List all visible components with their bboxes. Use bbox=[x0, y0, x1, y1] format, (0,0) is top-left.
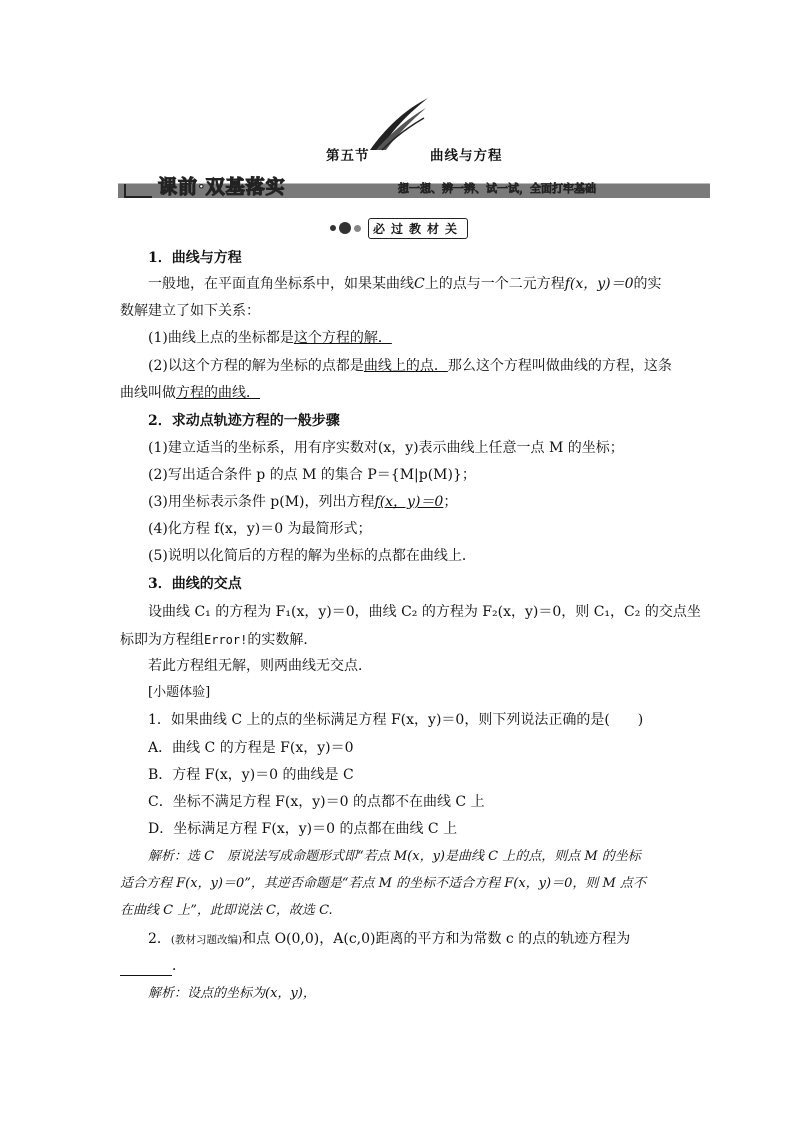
banner-subtitle: 想一想、辨一辨、试一试，全面打牢基础 bbox=[398, 182, 596, 195]
solution-2-line-1: 解析：设点的坐标为(x，y)， bbox=[148, 986, 316, 1001]
step-4: (4)化方程 f(x，y)＝0 为最简形式； bbox=[148, 521, 372, 537]
underlined-answer: 这个方程的解． bbox=[293, 330, 392, 346]
solution-1-line-2: 适合方程 F(x，y)＝0”，其逆否命题是“若点 M 的坐标不适合方程 F(x，y)＝0，则 M 点不 bbox=[120, 876, 646, 891]
text-segment: (1)曲线上点的坐标都是 bbox=[148, 330, 294, 346]
answer-blank bbox=[120, 961, 172, 976]
text-segment: 2． bbox=[148, 931, 171, 947]
text-segment: ； bbox=[443, 494, 458, 510]
underlined-answer: 曲线上的点． bbox=[363, 358, 448, 374]
option-c: C．坐标不满足方程 F(x，y)＝0 的点都不在曲线 C 上 bbox=[148, 794, 485, 810]
heading-curve-equation: 1．曲线与方程 bbox=[148, 250, 242, 266]
source-note: (教材习题改编) bbox=[170, 934, 243, 946]
option-d: D．坐标满足方程 F(x，y)＝0 的点都在曲线 C 上 bbox=[148, 821, 458, 837]
solution-1-line-3: 在曲线 C 上”，此即说法 C，故选 C. bbox=[120, 903, 333, 918]
text-segment: 的实 bbox=[633, 276, 662, 292]
text-segment: 一般地，在平面直角坐标系中，如果某曲线 bbox=[148, 276, 414, 292]
text-segment: 那么这个方程叫做曲线的方程，这条 bbox=[447, 358, 672, 374]
step-3 bbox=[148, 492, 457, 512]
underlined-answer: f(x，y)＝0 bbox=[374, 494, 444, 510]
practice-tag: [小题体验] bbox=[148, 685, 211, 700]
intersection-line-3: 若此方程组无解，则两曲线无交点． bbox=[148, 658, 372, 674]
text-segment: 上的点与一个二元方程 bbox=[424, 276, 565, 292]
banner-main-title: 课前·双基落实 bbox=[158, 176, 286, 198]
text-segment: 和点 O(0,0)，A(c,0)距离的平方和为常数 c 的点的轨迹方程为 bbox=[242, 931, 631, 947]
error-placeholder: Error! bbox=[204, 633, 248, 647]
banner-hook-icon bbox=[124, 184, 152, 198]
option-a: A．曲线 C 的方程是 F(x，y)＝0 bbox=[148, 740, 354, 756]
solution-1-line-1: 解析：选 C 原说法写成命题形式即“若点 M(x，y)是曲线 C 上的点，则点 M 的坐标 bbox=[148, 849, 641, 864]
option-b: B．方程 F(x，y)＝0 的曲线是 C bbox=[148, 767, 354, 783]
question-1: 1．如果曲线 C 上的点的坐标满足方程 F(x，y)＝0，则下列说法正确的是( ) bbox=[148, 712, 644, 728]
text-segment: ． bbox=[172, 958, 186, 974]
step-1: (1)建立适当的坐标系，用有序实数对(x，y)表示曲线上任意一点 M 的坐标； bbox=[148, 440, 624, 456]
dot-large-icon bbox=[339, 222, 351, 234]
subsection-label-text: 必过教材关 bbox=[368, 218, 468, 239]
intersection-line-2 bbox=[120, 630, 317, 650]
dot-grey-icon bbox=[354, 225, 361, 232]
text-segment: 曲线叫做 bbox=[120, 385, 176, 401]
heading-steps: 2．求动点轨迹方程的一般步骤 bbox=[148, 413, 340, 429]
question-2 bbox=[148, 929, 630, 950]
intersection-line-1: 设曲线 C₁ 的方程为 F₁(x，y)＝0，曲线 C₂ 的方程为 F₂(x，y)＝0，则 C₁，C₂ 的交点坐 bbox=[148, 604, 701, 620]
step-5: (5)说明以化简后的方程的解为坐标的点都在曲线上． bbox=[148, 548, 476, 564]
section-banner bbox=[118, 176, 710, 198]
intro-line-1 bbox=[148, 274, 662, 294]
math-expr: f(x，y)＝0 bbox=[564, 276, 634, 292]
condition-2-cont bbox=[120, 383, 260, 403]
underlined-answer: 方程的曲线． bbox=[176, 385, 260, 401]
text-segment: (3)用坐标表示条件 p(M)，列出方程 bbox=[148, 494, 375, 510]
condition-2 bbox=[148, 356, 672, 376]
subsection-label bbox=[330, 218, 468, 238]
text-segment: (2)以这个方程的解为坐标的点都是 bbox=[148, 358, 364, 374]
step-2: (2)写出适合条件 p 的点 M 的集合 P＝{M|p(M)}； bbox=[148, 467, 476, 483]
dot-small-icon bbox=[330, 225, 336, 231]
heading-intersection: 3．曲线的交点 bbox=[148, 576, 242, 592]
text-segment: 的实数解． bbox=[247, 632, 318, 648]
text-segment: 标即为方程组 bbox=[120, 632, 204, 648]
intro-line-2: 数解建立了如下关系： bbox=[120, 303, 260, 319]
question-2-blank-line bbox=[120, 956, 186, 976]
swoosh-logo-icon bbox=[368, 96, 430, 152]
math-var: C bbox=[414, 276, 425, 292]
page-title: 曲线与方程 bbox=[430, 148, 503, 164]
condition-1 bbox=[148, 328, 392, 348]
section-number: 第五节 bbox=[326, 148, 370, 164]
